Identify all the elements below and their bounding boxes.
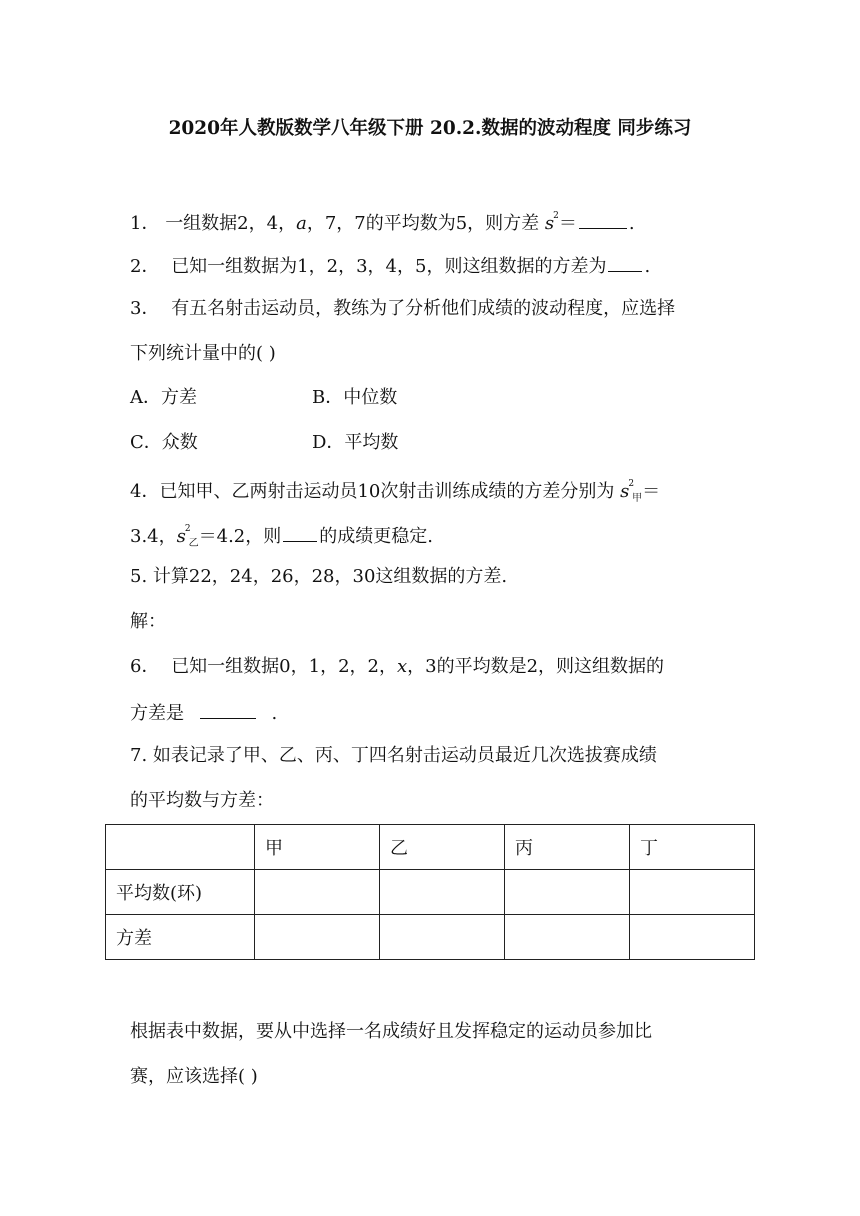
question-1 [130, 208, 635, 236]
q4-s-symbol-2: s [176, 526, 186, 547]
page-title: 2020年人教版数学八年级下册 20.2.数据的波动程度 同步练习 [168, 118, 692, 139]
table-header-jia: 甲 [255, 825, 380, 870]
q3-text: 有五名射击运动员，教练为了分析他们成绩的波动程度，应选择 [171, 298, 676, 319]
table-cell[interactable] [505, 870, 630, 915]
question-4-line-1 [130, 476, 660, 507]
q1-period: . [628, 213, 635, 234]
table-corner-cell [106, 825, 255, 870]
question-6-line-1 [130, 655, 664, 679]
q4-equals: ＝ [642, 481, 661, 502]
q4-text: 4．已知甲、乙两射击运动员10次射击训练成绩的方差分别为 [130, 481, 621, 502]
question-5: 5. 计算22，24，26，28，30这组数据的方差. [130, 566, 508, 587]
q4-value-1: 3.4， [130, 526, 177, 547]
q4-superscript-1: 2 [628, 479, 635, 489]
table-cell[interactable] [255, 915, 380, 960]
q1-equals: ＝ [558, 213, 577, 234]
question-3-line-2: 下列统计量中的( ) [130, 343, 276, 364]
q3-option-c[interactable]: C．众数 [130, 432, 198, 453]
q6-answer-blank[interactable] [200, 700, 256, 719]
q1-answer-blank[interactable] [579, 210, 627, 229]
table-row-label-mean: 平均数(环) [106, 870, 255, 915]
table-header-row [106, 825, 755, 870]
q3-option-a[interactable]: A．方差 [130, 387, 197, 408]
q6-variable: x [397, 656, 408, 677]
q6-number: 6． [130, 656, 160, 677]
q1-text: 一组数据2，4， [165, 213, 297, 234]
q6-period: . [271, 703, 278, 724]
table-header-bing: 丙 [505, 825, 630, 870]
q3-option-b[interactable]: B．中位数 [312, 387, 398, 408]
table-cell[interactable] [630, 870, 755, 915]
q2-answer-blank[interactable] [608, 253, 642, 272]
table-cell[interactable] [505, 915, 630, 960]
q3-number: 3． [130, 298, 160, 319]
q1-superscript: 2 [553, 211, 559, 221]
q4-subscript-1: 甲 [632, 493, 643, 504]
q4-s-symbol-1: s [620, 481, 630, 502]
table-row-variance [106, 915, 755, 960]
table-row-label-variance: 方差 [106, 915, 255, 960]
q6-text-b: ，3的平均数是2，则这组数据的 [407, 656, 665, 677]
score-table [105, 824, 755, 960]
table-row-mean [106, 870, 755, 915]
q1-number: 1． [130, 213, 160, 234]
q5-answer-label: 解： [130, 611, 166, 632]
question-3-line-1 [130, 297, 675, 321]
question-7-after-2: 赛，应该选择( ) [130, 1066, 258, 1087]
q4-answer-blank[interactable] [283, 523, 317, 542]
q2-period: . [644, 256, 651, 277]
q3-option-d[interactable]: D．平均数 [312, 432, 399, 453]
question-6-line-2 [130, 700, 277, 726]
q2-number: 2． [130, 256, 160, 277]
q4-text-end: 的成绩更稳定. [319, 526, 433, 547]
q4-subscript-2: 乙 [188, 538, 199, 549]
q4-superscript-2: 2 [184, 524, 191, 534]
question-7-line-2: 的平均数与方差： [130, 790, 274, 811]
table-cell[interactable] [380, 915, 505, 960]
question-7-line-1: 7. 如表记录了甲、乙、丙、丁四名射击运动员最近几次选拔赛成绩 [130, 745, 657, 766]
q1-s-symbol: s [544, 213, 555, 234]
question-2 [130, 253, 650, 279]
table-cell[interactable] [255, 870, 380, 915]
q1-variable: a [296, 213, 307, 234]
q2-text: 已知一组数据为1，2，3，4，5，则这组数据的方差为 [171, 256, 607, 277]
table-cell[interactable] [630, 915, 755, 960]
question-4-line-2 [130, 521, 433, 552]
table-cell[interactable] [380, 870, 505, 915]
table-header-ding: 丁 [630, 825, 755, 870]
q6-text-line-2: 方差是 [130, 703, 184, 724]
q1-text-b: ，7，7的平均数为5，则方差 [306, 213, 545, 234]
q6-text: 已知一组数据0，1，2，2， [171, 656, 397, 677]
question-7-after-1: 根据表中数据，要从中选择一名成绩好且发挥稳定的运动员参加比 [130, 1021, 652, 1042]
q4-value-2: ＝4.2，则 [198, 526, 282, 547]
table-header-yi: 乙 [380, 825, 505, 870]
